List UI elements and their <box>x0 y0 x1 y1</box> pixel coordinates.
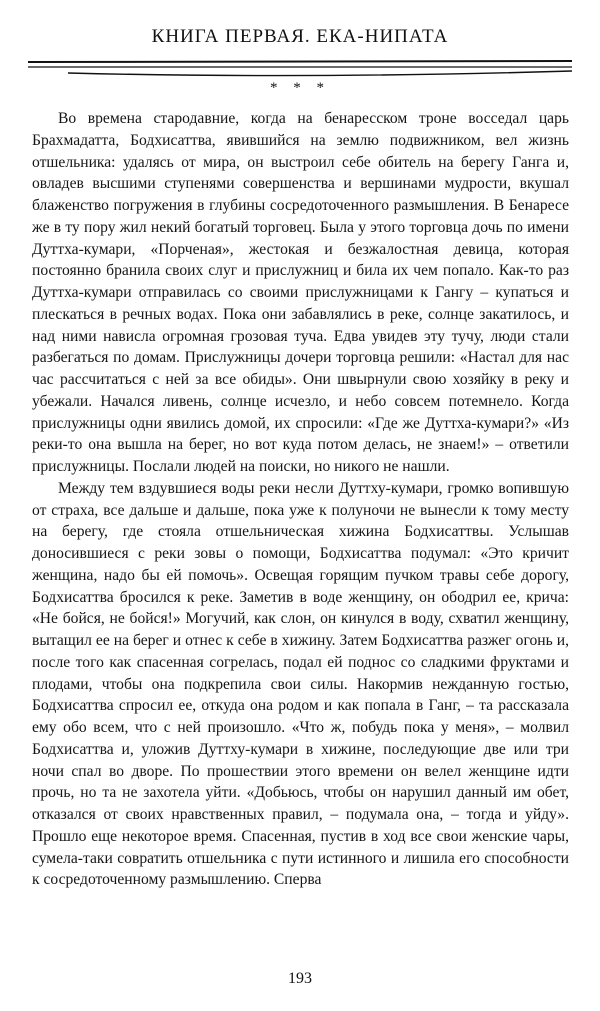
paragraph-1: Во времена стародавние, когда на бенаресском троне восседал царь Брахмадатта, Бодхисаттва, явившийся на землю подвижником, вел жизнь отшельника: удалясь от мира, он выстроил себе обитель на берегу Ганга и, овладев высшими ступенями совершенства и вершинами мудрости, вкушал блаженство погружения в глубины сосредоточенного размышления. В Бенаресе же в ту пору жил некий богатый торговец. Была у этого торговца дочь по имени Дуттха-кумари, «Порченая», жестокая и безжалостная девица, которая постоянно бранила своих слуг и прислужниц и била их чем попало. Как-то раз Дуттха-кумари отправилась со своими прислужницами к Гангу – купаться и плескаться в речных водах. Пока они забавлялись в реке, солнце закатилось, и над ними нависла огромная грозовая туча. Едва увидев эту тучу, люди стали разбегаться по домам. Прислужницы дочери торговца решили: «Настал для нас час рассчитаться с ней за все обиды». Они швырнули свою хозяйку в реку и убежали. Начался ливень, солнце исчезло, и небо совсем потемнело. Когда прислужницы одни явились домой, их спросили: «Где же Дуттха-кумари?» «Из реки-то она вышла на берег, но вот куда потом делась, не знаем!» – ответили прислужницы. Послали людей на поиски, но никого не нашли. <box>32 110 569 475</box>
rule-line-bottom <box>68 71 572 76</box>
header-rule-lines <box>28 58 572 80</box>
page-number: 193 <box>288 970 312 987</box>
running-title: КНИГА ПЕРВАЯ. ЕКА-НИПАТА <box>151 26 449 47</box>
section-ornament: * * * <box>270 80 330 96</box>
paragraph-2: Между тем вздувшиеся воды реки несли Дуттху-кумари, громко вопившую от страха, все дальше и дальше, пока уже к полуночи не вынесли к тому месту на берегу, где стояла отшельническая хижина Бодхисаттвы. Услышав доносившиеся с реки зовы о помощи, Бодхисаттва подумал: «Это кричит женщина, надо бы ей помочь». Освещая горящим пучком травы себе дорогу, Бодхисаттва бросился к реке. Заметив в воде женщину, он ободрил ее, крича: «Не бойся, не бойся!» Могучий, как слон, он кинулся в воду, схватил женщину, вытащил ее на берег и отнес к себе в хижину. Затем Бодхисаттва разжег огонь и, после того как спасенная согрелась, подал ей поднос со сладкими фруктами и плодами, чтобы она подкрепила свои силы. Накормив нежданную гостью, Бодхисаттва спросил ее, откуда она родом и как попала в Ганг, – та рассказала ему обо всем, что с ней произошло. «Что ж, побудь пока у меня», – молвил Бодхисаттва и, уложив Дуттху-кумари в хижине, последующие две или три ночи спал во дворе. По прошествии этого времени он велел женщине идти прочь, но та не захотела уйти. «Добьюсь, чтобы он нарушил данный им обет, отказался от своих нравственных правил, – подумала она, – тогда и уйду». Прошло еще некоторое время. Спасенная, пустив в ход все свои женские чары, сумела-таки совратить отшельника с пути истинного и лишила его способности к сосредоточенному размышлению. Сперва <box>32 479 569 889</box>
rule-line-top <box>28 61 572 62</box>
body-text <box>32 108 569 891</box>
header-rule <box>28 58 572 80</box>
